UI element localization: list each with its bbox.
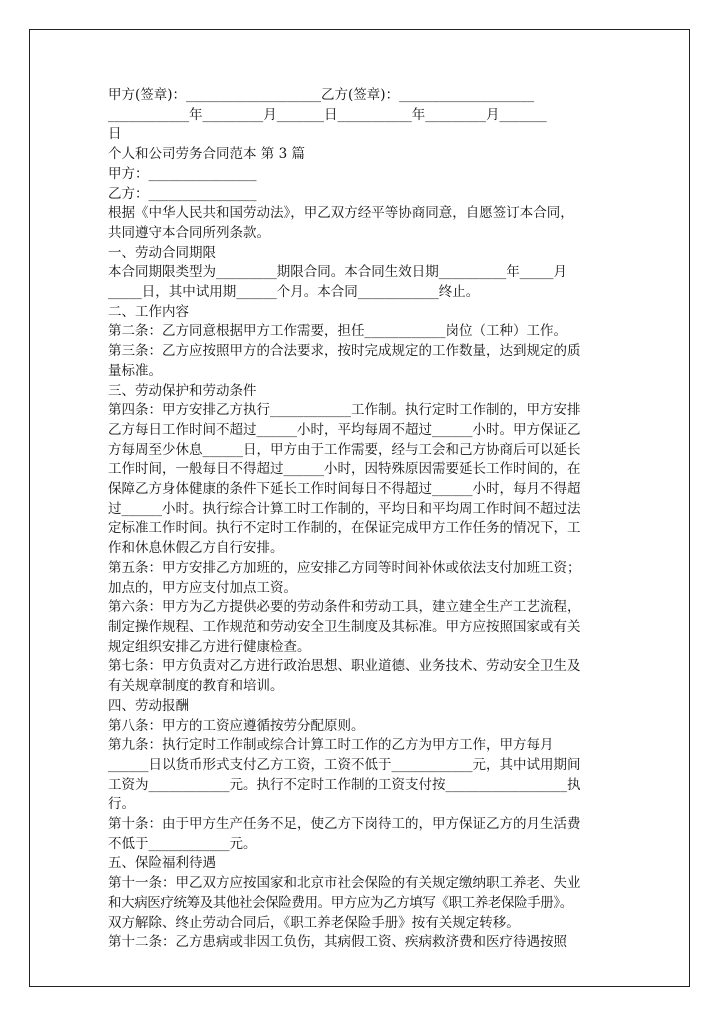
text-line: ______日以货币形式支付乙方工资，工资不低于____________元，其中试用期间 bbox=[108, 756, 581, 773]
preamble-line: 根据《中华人民共和国劳动法》，甲乙双方经平等协商同意，自愿签订本合同， bbox=[108, 205, 574, 222]
section-heading: 一、劳动合同期限 bbox=[108, 244, 216, 261]
text-line: 作和休息休假乙方自行安排。 bbox=[108, 540, 284, 557]
text-line: 第九条：执行定时工作制或综合计算工时工作的乙方为甲方工作，甲方每月 bbox=[108, 737, 554, 754]
section-heading: 五、保险福利待遇 bbox=[108, 855, 216, 872]
text-line: 加点的，甲方应支付加点工资。 bbox=[108, 579, 297, 596]
text-line: 第四条：甲方安排乙方执行____________工作制。执行定时工作制的，甲方安排 bbox=[108, 402, 581, 419]
text-line: 第七条：甲方负责对乙方进行政治思想、职业道德、业务技术、劳动安全卫生及 bbox=[108, 658, 581, 675]
section-heading: 四、劳动报酬 bbox=[108, 697, 189, 714]
text-line: 第三条：乙方应按照甲方的合法要求，按时完成规定的工作数量，达到规定的质 bbox=[108, 343, 581, 360]
text-line: 第十一条：甲乙双方应按国家和北京市社会保险的有关规定缴纳职工养老、失业 bbox=[108, 875, 581, 892]
text-line: 第六条：甲方为乙方提供必要的劳动条件和劳动工具，建立建全生产工艺流程， bbox=[108, 599, 581, 616]
text-line: 第八条：甲方的工资应遵循按劳分配原则。 bbox=[108, 717, 365, 734]
text-line: _____日，其中试用期______个月。本合同____________终止。 bbox=[108, 284, 480, 301]
text-line: 工作时间，一般每日不得超过______小时，因特殊原因需要延长工作时间的，在 bbox=[108, 461, 581, 478]
text-line: 工资为____________元。执行不定时工作制的工资支付按__________________执 bbox=[108, 776, 581, 793]
signature-line: 甲方(签章)：____________________乙方(签章)：____________________ bbox=[108, 87, 535, 103]
text-line: 不低于____________元。 bbox=[108, 835, 257, 852]
text-line: 制定操作规程、工作规范和劳动安全卫生制度及其标准。甲方应按照国家或有关 bbox=[108, 618, 581, 635]
text-line: 过______小时。执行综合计算工时工作制的，平均日和平均周工作时间不超过法 bbox=[108, 500, 581, 517]
date-line: ____________年_________月_______日___________年_________月_______ bbox=[108, 106, 547, 123]
text-line: 行。 bbox=[108, 796, 135, 813]
text-line: 第十二条：乙方患病或非因工负伤，其病假工资、疾病救济费和医疗待遇按照 bbox=[108, 934, 567, 951]
text-line: 方每周至少休息______日，甲方由于工作需要，经与工会和己方协商后可以延长 bbox=[108, 441, 581, 458]
text-line: 第二条：乙方同意根据甲方工作需要，担任____________岗位（工种）工作。 bbox=[108, 323, 567, 340]
text-line: 第十条：由于甲方生产任务不足，使乙方下岗待工的，甲方保证乙方的月生活费 bbox=[108, 816, 581, 833]
text-line: 乙方每日工作时间不超过______小时，平均每周不超过______小时。甲方保证乙 bbox=[108, 421, 581, 438]
text-line: 双方解除、终止劳动合同后，《职工养老保险手册》按有关规定转移。 bbox=[108, 914, 520, 931]
party-b-line: 乙方：________________ bbox=[108, 185, 257, 202]
text-line: 本合同期限类型为_________期限合同。本合同生效日期__________年_____月 bbox=[108, 264, 567, 281]
party-a-line: 甲方：________________ bbox=[108, 165, 257, 182]
preamble-line: 共同遵守本合同所列条款。 bbox=[108, 224, 270, 241]
date-line-end: 日 bbox=[108, 126, 122, 143]
document-title: 个人和公司劳务合同范本 第 3 篇 bbox=[108, 146, 305, 163]
text-line: 有关规章制度的教育和培训。 bbox=[108, 678, 284, 695]
text-line: 保障乙方身体健康的条件下延长工作时间每日不得超过______小时，每月不得超 bbox=[108, 481, 581, 498]
section-heading: 二、工作内容 bbox=[108, 303, 189, 320]
text-line: 第五条：甲方安排乙方加班的，应安排乙方同等时间补休或依法支付加班工资； bbox=[108, 559, 581, 576]
text-line: 量标准。 bbox=[108, 362, 162, 379]
text-line: 定标准工作时间。执行不定时工作制的，在保证完成甲方工作任务的情况下，工 bbox=[108, 520, 581, 537]
section-heading: 三、劳动保护和劳动条件 bbox=[108, 382, 257, 399]
text-line: 规定组织安排乙方进行健康检查。 bbox=[108, 638, 311, 655]
document-body bbox=[108, 86, 628, 953]
text-line: 和大病医疗统筹及其他社会保险费用。甲方应为乙方填写《职工养老保险手册》。 bbox=[108, 894, 573, 911]
